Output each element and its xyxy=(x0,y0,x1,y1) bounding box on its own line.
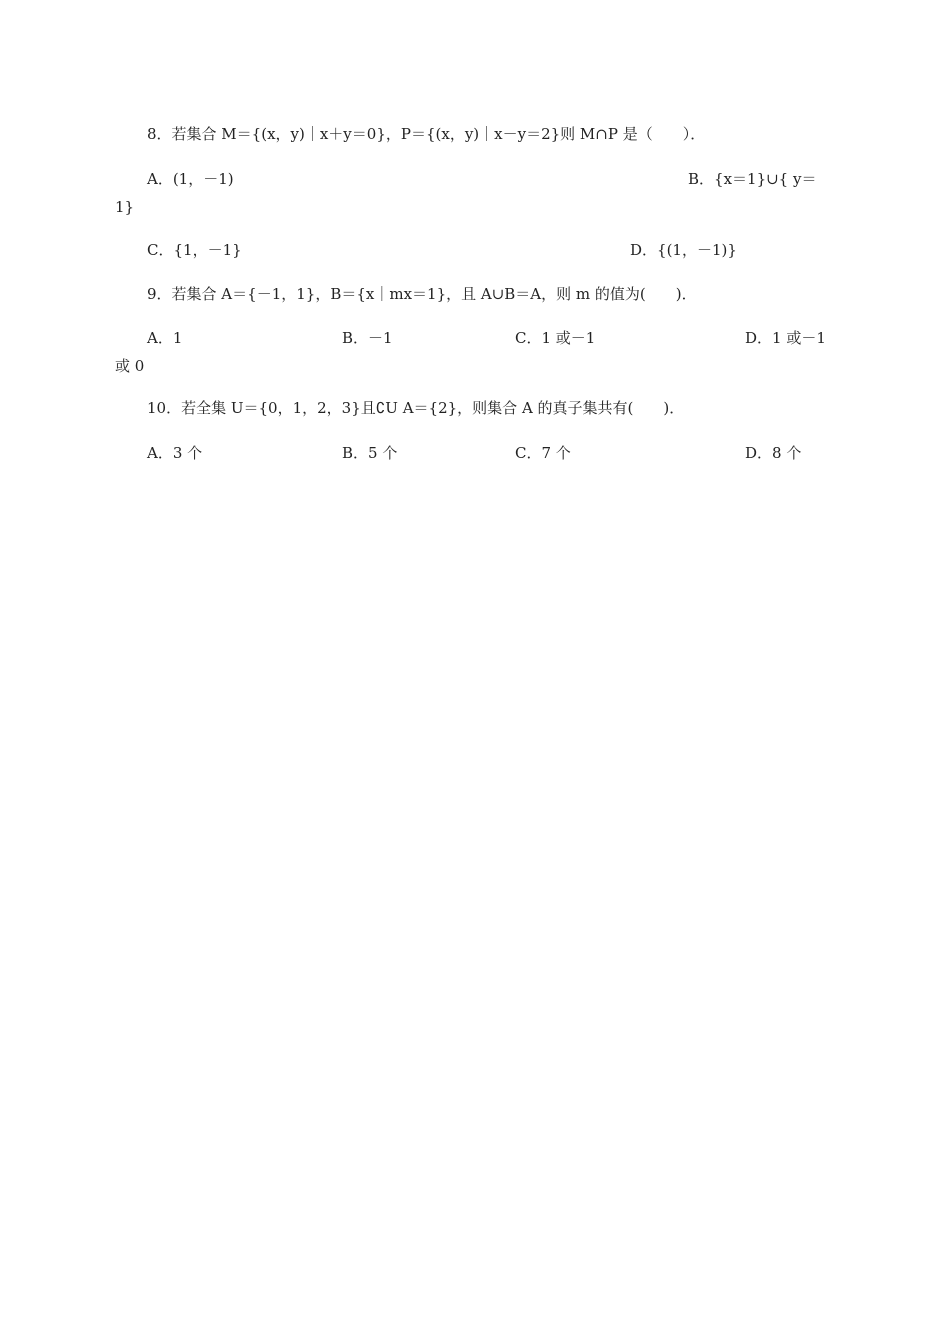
question-10-option-d: D．8 个 xyxy=(745,444,802,462)
question-8-option-c: C．{1，－1} xyxy=(147,241,242,259)
question-8-option-d: D．{(1，－1)} xyxy=(630,241,737,259)
question-9-option-c: C．1 或－1 xyxy=(515,329,596,347)
question-8-option-b-continued: 1} xyxy=(115,198,135,216)
question-10-option-b: B．5 个 xyxy=(342,444,398,462)
question-10-stem: 10．若全集 U＝{0，1，2，3}且∁U A＝{2}，则集合 A 的真子集共有( )． xyxy=(147,399,685,417)
question-9-option-d-continued: 或 0 xyxy=(115,357,145,375)
question-8-option-b: B．{x＝1}∪{ y＝ xyxy=(688,170,817,188)
question-9-option-d: D．1 或－1 xyxy=(745,329,826,347)
question-9-option-a: A．1 xyxy=(147,329,183,347)
question-8-option-a: A．(1，－1) xyxy=(147,170,234,188)
question-10-option-a: A．3 个 xyxy=(147,444,203,462)
question-8-stem: 8．若集合 M＝{(x，y)｜x＋y＝0}，P＝{(x，y)｜x－y＝2}则 M∩P 是（ ）． xyxy=(147,125,706,143)
question-9-option-b: B．－1 xyxy=(342,329,393,347)
question-10-option-c: C．7 个 xyxy=(515,444,571,462)
question-9-stem: 9．若集合 A＝{－1，1}，B＝{x｜mx＝1}，且 A∪B＝A，则 m 的值为( )． xyxy=(147,285,697,303)
